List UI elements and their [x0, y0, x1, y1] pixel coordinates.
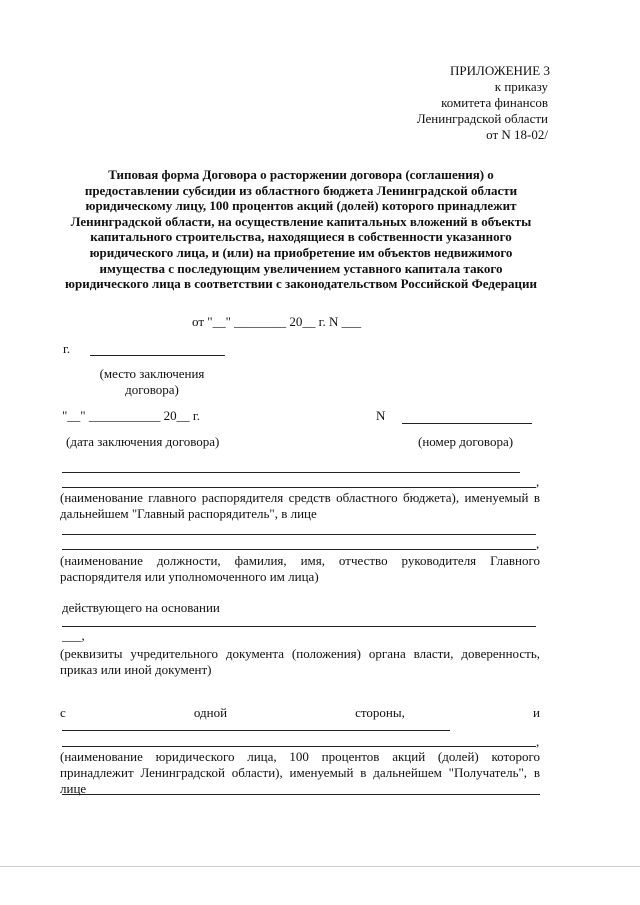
contract-number-caption: (номер договора): [418, 434, 514, 449]
chief-caption: (наименование главного распорядителя средств областного бюджета), именуемый в дальнейшем "Главный распорядитель", в лице: [60, 490, 540, 521]
position-comma: ,: [536, 536, 540, 551]
document-title: Типовая форма Договора о расторжении договора (соглашения) о предоставлении субсидии из областного бюджета Ленинградской области юридическому лицу, 100 процентов акций (долей) которого принадлежит Ленинградской области, на осуществление капитальных вложений в объекты капитального строительства, находящиеся в собственности указанного юридического лица, и (или) на приобретение им объектов недвижимого имущества с последующим увеличением уставного капитала такого юридического лица в соответствии с законодательством Российской Федерации: [65, 167, 537, 292]
recipient-representative-field[interactable]: [62, 794, 540, 795]
page-edge-divider: [0, 866, 640, 867]
basis-field[interactable]: [62, 626, 536, 627]
chief-name-field-1[interactable]: [62, 472, 520, 473]
recipient-comma: ,: [536, 734, 540, 749]
order-date-line: от "__" ________ 20__ г. N ___: [192, 314, 362, 329]
position-field-1[interactable]: [62, 534, 536, 535]
header-line-number: от N 18-02/: [486, 127, 548, 142]
contract-date-field[interactable]: "__" ___________ 20__ г.: [62, 408, 200, 423]
basis-comma: ___,: [62, 628, 85, 643]
chief-comma: ,: [536, 474, 540, 489]
contract-number-field[interactable]: [402, 423, 532, 424]
recipient-field-1[interactable]: [62, 730, 450, 731]
appendix-heading: ПРИЛОЖЕНИЕ 3: [450, 63, 550, 78]
position-caption: (наименование должности, фамилия, имя, отчество руководителя Главного распорядителя или уполномоченного им лица): [60, 553, 540, 584]
contract-date-caption: (дата заключения договора): [66, 434, 220, 449]
position-field-2[interactable]: [62, 549, 536, 550]
acting-basis-label: действующего на основании: [62, 600, 220, 615]
one-side-word-1: с: [60, 705, 66, 720]
place-prefix: г.: [63, 341, 71, 356]
header-line-order: к приказу: [494, 79, 548, 94]
header-line-region: Ленинградской области: [416, 111, 548, 126]
place-field[interactable]: [90, 355, 225, 356]
one-side-word-4: и: [533, 705, 540, 720]
place-caption: (место заключения договора): [99, 366, 205, 397]
chief-name-field-2[interactable]: [62, 487, 536, 488]
one-side-line: [60, 705, 540, 721]
recipient-field-2[interactable]: [62, 746, 536, 747]
contract-number-prefix: N: [376, 408, 386, 423]
requisites-caption: (реквизиты учредительного документа (положения) органа власти, доверенность, приказ или иной документ): [60, 646, 540, 677]
one-side-word-2: одной: [193, 705, 228, 720]
one-side-word-3: стороны,: [355, 705, 405, 720]
recipient-caption: (наименование юридического лица, 100 процентов акций (долей) которого принадлежит Ленинградской области), именуемый в дальнейшем "Получатель", в лице: [60, 749, 540, 796]
header-line-committee: комитета финансов: [441, 95, 548, 110]
